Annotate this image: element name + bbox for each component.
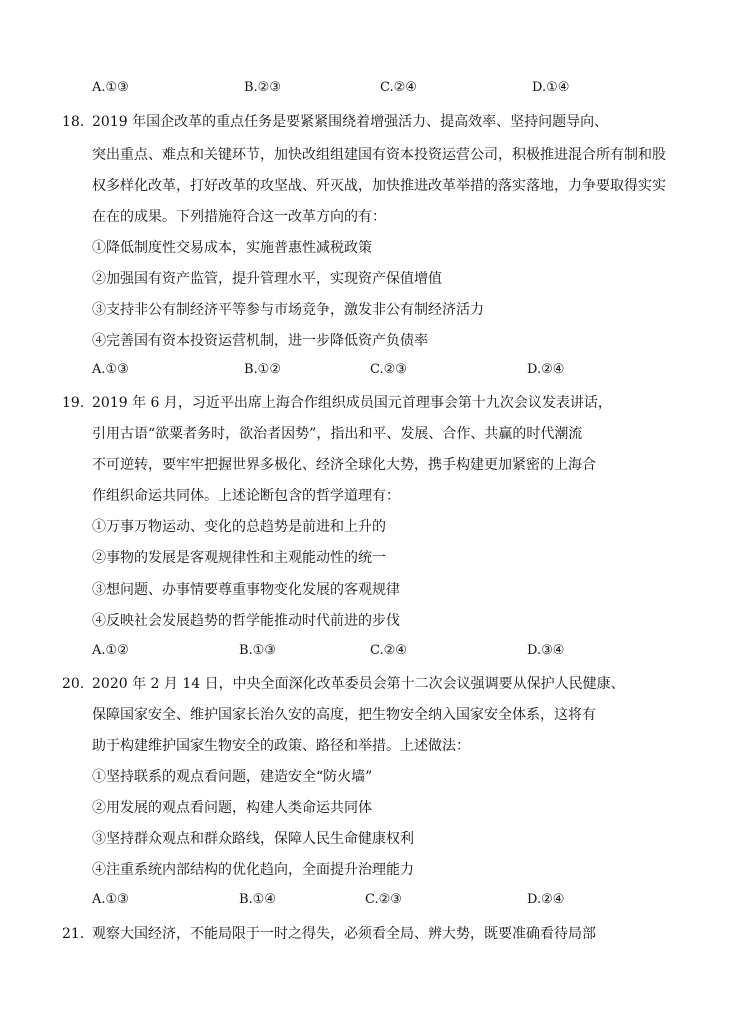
question-stem-line: 保障国家安全、维护国家长治久安的高度，把生物安全纳入国家安全体系，这将有 [92,707,596,723]
question-stem-line: 不可逆转，要牢牢把握世界多极化、经济全球化大势，携手构建更加紧密的上海合 [92,457,596,473]
question-stem-line: 权多样化改革，打好改革的攻坚战、歼灭战，加快推进改革举措的落实落地，力争要取得实实 [92,178,666,194]
question-number: 19. [62,395,85,411]
option-b: B.①③ [239,643,276,658]
option-b: B.②③ [244,80,281,95]
statement-item: ③支持非公有制经济平等参与市场竞争，激发非公有制经济活力 [92,302,484,318]
option-c: C.②④ [370,643,407,658]
statement-item: ①坚持联系的观点看问题，建造安全“防火墙” [92,769,373,785]
statement-item: ③坚持群众观点和群众路线，保障人民生命健康权利 [92,831,414,847]
statement-item: ④完善国有资本投资运营机制，进一步降低资产负债率 [92,333,428,349]
question-number: 18. [62,114,85,130]
question-number: 21. [62,926,85,942]
question-stem-line: 在在的成果。下列措施符合这一改革方向的有： [92,209,386,225]
question-stem-line: 2019 年 6 月，习近平出席上海合作组织成员国元首理事会第十九次会议发表讲话， [92,395,612,411]
option-a: A.①② [92,643,129,658]
statement-item: ②事物的发展是客观规律性和主观能动性的统一 [92,550,386,566]
question-stem-line: 作组织命运共同体。上述论断包含的哲学道理有： [92,488,400,504]
option-d: D.③④ [527,643,565,658]
question-stem-line: 助于构建维护国家生物安全的政策、路径和举措。上述做法： [92,738,470,754]
question-stem-line: 2019 年国企改革的重点任务是要紧紧围绕着增强活力、提高效率、坚持问题导向、 [92,114,609,130]
statement-item: ④注重系统内部结构的优化趋向，全面提升治理能力 [92,862,414,878]
question-stem-line: 观察大国经济，不能局限于一时之得失，必须看全局、辨大势，既要准确看待局部 [92,926,596,942]
statement-item: ②加强国有资产监管，提升管理水平，实现资产保值增值 [92,271,442,287]
option-b: B.①② [244,362,281,377]
question-stem-line: 2020 年 2 月 14 日，中央全面深化改革委员会第十二次会议强调要从保护人民健康、 [92,676,625,692]
statement-item: ①降低制度性交易成本，实施普惠性减税政策 [92,240,372,256]
option-a: A.①③ [92,892,129,907]
question-number: 20. [62,676,85,692]
statement-item: ②用发展的观点看问题，构建人类命运共同体 [92,800,372,816]
option-a: A.①③ [92,80,129,95]
question-stem-line: 引用古语“欲粟者务时，欲治者因势”，指出和平、发展、合作、共赢的时代潮流 [92,426,583,442]
option-d: D.②④ [527,892,565,907]
option-c: C.②③ [370,362,407,377]
option-d: D.①④ [532,80,570,95]
statement-item: ③想问题、办事情要尊重事物变化发展的客观规律 [92,582,400,598]
option-b: B.①④ [239,892,276,907]
option-c: C.②④ [380,80,417,95]
question-stem-line: 突出重点、难点和关键环节，加快改组组建国有资本投资运营公司，积极推进混合所有制和股 [92,147,666,163]
option-a: A.①③ [92,362,129,377]
statement-item: ①万事万物运动、变化的总趋势是前进和上升的 [92,519,386,535]
option-c: C.②③ [365,892,402,907]
statement-item: ④反映社会发展趋势的哲学能推动时代前进的步伐 [92,613,400,629]
option-d: D.②④ [527,362,565,377]
